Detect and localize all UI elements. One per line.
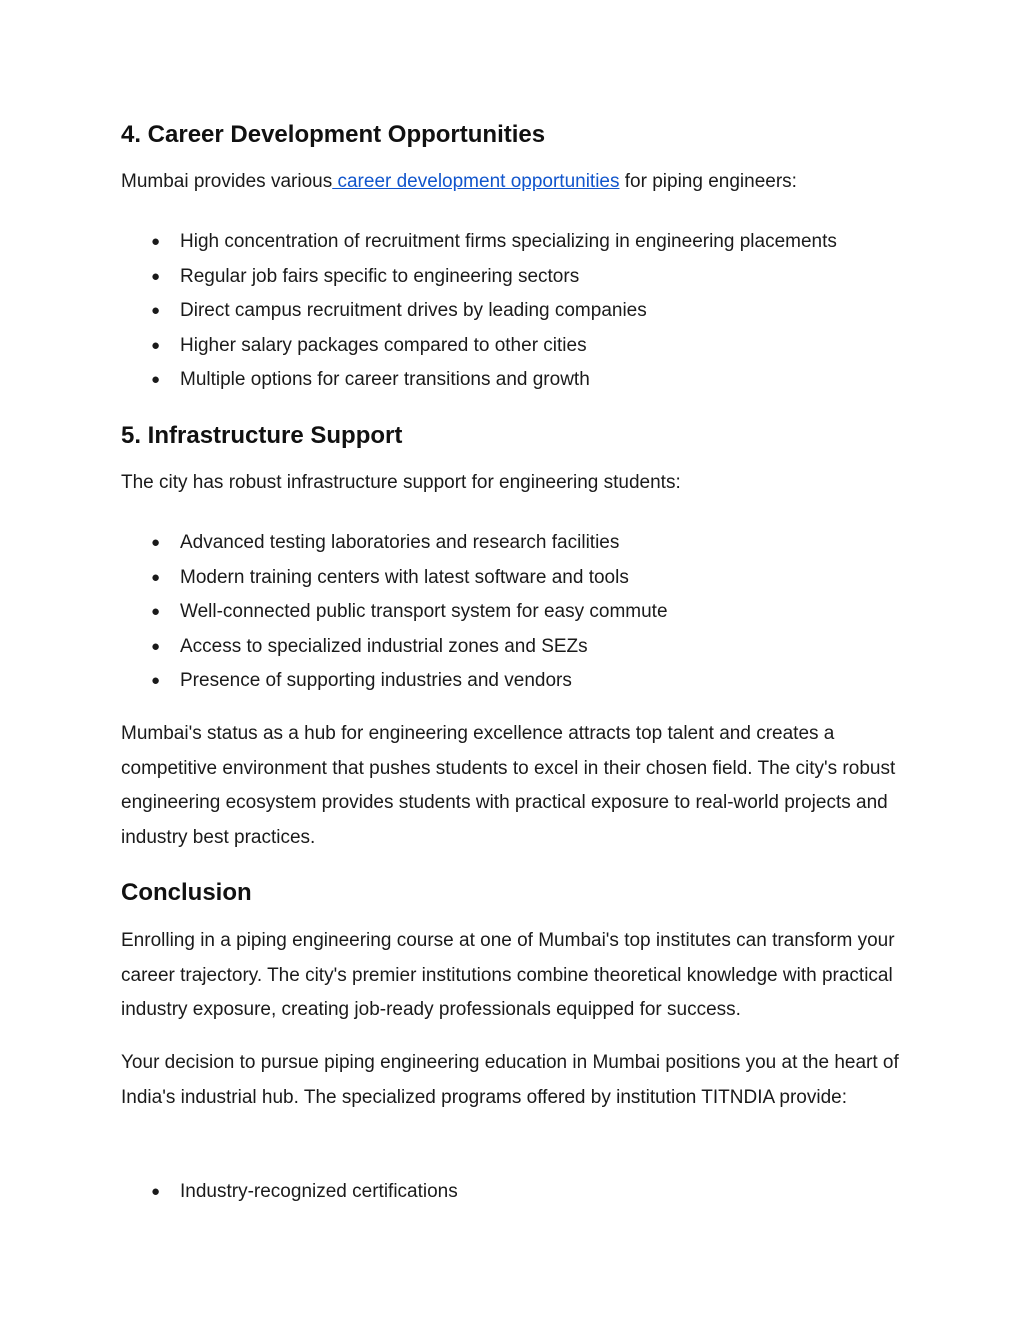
conclusion-heading: Conclusion [121,879,252,906]
list-item-text: Direct campus recruitment drives by leading companies [180,300,647,321]
list-item [121,635,921,670]
list-item-text: Industry-recognized certifications [180,1181,458,1202]
list-item [121,265,921,300]
list-item [121,299,921,334]
section-5-heading: 5. Infrastructure Support [121,422,403,449]
list-item-text: Well-connected public transport system for easy commute [180,601,668,622]
conclusion-bullet-list [121,1180,921,1215]
list-item [121,230,921,265]
section-4-intro-after: for piping engineers: [619,171,797,192]
bullet-icon: ● [151,637,161,655]
bullet-icon: ● [151,672,161,689]
bullet-icon: ● [151,603,161,620]
list-item [121,531,921,566]
section-4-bullet-list [121,230,921,403]
list-item [121,1180,921,1215]
section-5-closing-paragraph: Mumbai's status as a hub for engineering excellence attracts top talent and creates a competitive environment that pushes students to excel in their chosen field. The city's robust engineering ecosystem provides students with practical exposure to real-world projects and industry best practices. [121,723,896,848]
bullet-icon: ● [151,267,161,285]
list-item [121,368,921,403]
list-item [121,334,921,369]
list-item-text: Presence of supporting industries and vendors [180,670,572,691]
list-item-text: Regular job fairs specific to engineering sectors [180,265,580,287]
bullet-icon: ● [151,302,161,319]
list-item [121,669,921,704]
section-4-intro [121,170,911,194]
list-item [121,600,921,635]
career-development-link[interactable]: career development opportunities [332,171,620,192]
bullet-icon: ● [151,1183,161,1200]
list-item-text: Higher salary packages compared to other cities [180,334,587,356]
list-item-text: Modern training centers with latest software and tools [180,566,629,588]
conclusion-paragraph-2: Your decision to pursue piping engineering education in Mumbai positions you at the heart of India's industrial hub. The specialized programs offered by institution TITNDIA provide: [121,1052,899,1108]
list-item-text: Multiple options for career transitions and growth [180,369,590,390]
bullet-icon: ● [151,534,161,551]
section-4-intro-before: Mumbai provides various [121,171,333,192]
list-item-text: Advanced testing laboratories and research facilities [180,532,620,553]
section-5-bullet-list [121,531,921,704]
conclusion-paragraph-1: Enrolling in a piping engineering course at one of Mumbai's top institutes can transform your career trajectory. The city's premier institutions combine theoretical knowledge with practical industry exposure, creating job-ready professionals equipped for success. [121,930,895,1020]
bullet-icon: ● [151,568,161,586]
bullet-icon: ● [151,336,161,354]
list-item-text: Access to specialized industrial zones and SEZs [180,635,588,657]
list-item [121,566,921,601]
bullet-icon: ● [151,233,161,250]
section-5-intro: The city has robust infrastructure support for engineering students: [121,472,681,493]
bullet-icon: ● [151,371,161,388]
list-item-text: High concentration of recruitment firms specializing in engineering placements [180,231,837,252]
section-4-heading: 4. Career Development Opportunities [121,121,546,148]
